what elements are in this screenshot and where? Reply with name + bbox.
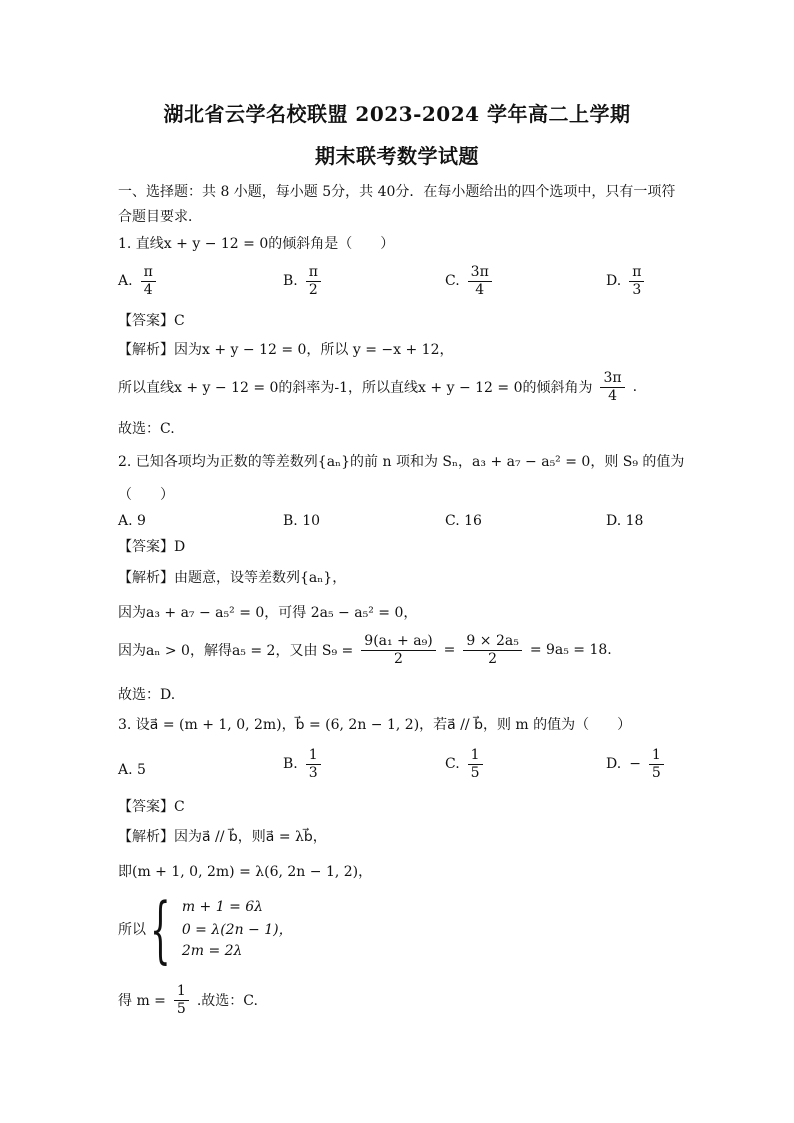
q3-answer: 【答案】C <box>118 799 185 815</box>
q2-answer: 【答案】D <box>118 539 186 555</box>
q1-option-c <box>445 265 492 297</box>
q2-stem-bracket: （ ） <box>118 487 174 503</box>
q3-option-c-numerator: 1 <box>468 748 483 765</box>
q1-analysis-fraction <box>600 371 624 403</box>
q3-option-d-label: D. <box>606 756 622 773</box>
q3-system-equations <box>182 899 293 959</box>
q2-conclusion: 故选：D. <box>118 687 176 703</box>
q3-option-b-label: B. <box>283 756 298 773</box>
q2-analysis-line-1: 【解析】由题意，设等差数列{aₙ}， <box>118 570 347 586</box>
title-line-1: 湖北省云学名校联盟 2023-2024 学年高二上学期 <box>163 102 631 126</box>
q2-analysis-line-3-post: = 9a₅ = 18. <box>529 642 612 659</box>
q1-option-d-label: D. <box>606 273 622 290</box>
q1-option-b <box>283 265 321 297</box>
left-brace-icon: { <box>150 887 171 971</box>
q3-option-c <box>445 748 483 780</box>
q3-option-b-denominator: 3 <box>308 764 318 781</box>
q2-analysis-fraction-1-denominator: 2 <box>394 650 403 667</box>
q2-analysis-fraction-2-numerator: 9 × 2a₅ <box>463 634 521 651</box>
q3-option-c-denominator: 5 <box>470 764 480 781</box>
q1-analysis-line-1: 【解析】因为x + y − 12 = 0，所以 y = −x + 12， <box>118 342 454 358</box>
section-instructions-line-2: 合题目要求． <box>118 209 202 225</box>
q1-analysis-numerator: 3π <box>600 371 624 388</box>
q3-result-denominator: 5 <box>176 1000 186 1017</box>
q3-result-fraction <box>174 984 189 1016</box>
q1-option-c-fraction <box>468 265 492 297</box>
q3-option-d-numerator: 1 <box>649 748 664 765</box>
q1-option-a <box>118 265 156 297</box>
q1-analysis-denominator: 4 <box>608 387 617 404</box>
q3-option-b <box>283 748 321 780</box>
q1-analysis-line-2 <box>118 371 637 403</box>
q3-system-equation-2: 0 = λ(2n − 1)， <box>181 922 293 938</box>
q1-option-c-numerator: 3π <box>468 265 492 282</box>
q3-analysis-line-2: 即(m + 1, 0, 2m) = λ(6, 2n − 1, 2)， <box>118 864 373 880</box>
q1-option-d-denominator: 3 <box>632 281 642 298</box>
title-line-2: 期末联考数学试题 <box>315 144 479 168</box>
q1-option-d-numerator: π <box>629 265 644 282</box>
q3-result <box>118 984 258 1016</box>
q3-option-c-label: C. <box>445 756 460 773</box>
q2-analysis-fraction-2-denominator: 2 <box>488 650 498 667</box>
q3-analysis-line-1: 【解析】因为a⃗ // b⃗，则a⃗ = λb⃗， <box>118 829 327 845</box>
q2-analysis-fraction-1 <box>361 634 435 666</box>
q1-analysis-line-2-end: . <box>632 379 638 396</box>
q1-option-a-denominator: 4 <box>143 281 153 298</box>
q3-result-pre: 得 m = <box>118 993 166 1010</box>
q3-option-b-numerator: 1 <box>306 748 321 765</box>
q1-option-b-fraction <box>306 265 321 297</box>
q1-answer: 【答案】C <box>118 313 185 329</box>
q2-analysis-line-2: 因为a₃ + a₇ − a₅² = 0，可得 2a₅ − a₅² = 0， <box>118 605 418 621</box>
q3-system-equation-3: 2m = 2λ <box>181 943 243 959</box>
q3-option-d <box>606 748 664 780</box>
q1-conclusion: 故选：C. <box>118 421 175 437</box>
q2-option-a: A. 9 <box>118 513 146 529</box>
q3-system-equation-1: m + 1 = 6λ <box>181 899 264 915</box>
q3-option-b-fraction <box>306 748 321 780</box>
q1-option-d-fraction <box>629 265 644 297</box>
q3-result-numerator: 1 <box>174 984 189 1001</box>
q3-option-d-fraction <box>649 748 664 780</box>
q1-option-d <box>606 265 644 297</box>
q1-option-c-label: C. <box>445 273 460 290</box>
q1-option-b-label: B. <box>283 273 298 290</box>
q3-stem: 3. 设a⃗ = (m + 1, 0, 2m)，b⃗ = (6, 2n − 1, 2)，若a⃗ // b⃗，则 m 的值为（ ） <box>118 717 632 733</box>
q1-analysis-line-2-text: 所以直线x + y − 12 = 0的斜率为-1，所以直线x + y − 12 = 0的倾斜角为 <box>118 380 593 397</box>
q1-stem: 1. 直线x + y − 12 = 0的倾斜角是（ ） <box>118 236 395 252</box>
q1-option-b-numerator: π <box>306 265 321 282</box>
section-instructions-line-1: 一、选择题：共 8 小题，每小题 5分，共 40分．在每小题给出的四个选项中，只有一项符 <box>118 184 676 200</box>
q2-stem: 2. 已知各项均为正数的等差数列{aₙ}的前 n 项和为 Sₙ，a₃ + a₇ − a₅² = 0，则 S₉ 的值为 <box>118 454 685 470</box>
q3-option-a: A. 5 <box>118 762 146 778</box>
q2-option-c: C. 16 <box>445 513 482 529</box>
q2-option-d: D. 18 <box>606 513 644 529</box>
q3-system-label: 所以 <box>118 922 146 938</box>
q3-option-d-denominator: 5 <box>651 764 661 781</box>
q1-option-a-label: A. <box>118 273 133 290</box>
q2-analysis-equals: = <box>443 642 456 659</box>
q3-equation-system <box>118 887 293 971</box>
q2-analysis-fraction-1-numerator: 9(a₁ + a₉) <box>361 634 435 651</box>
q2-analysis-line-3 <box>118 634 612 666</box>
q1-option-a-fraction <box>141 265 156 297</box>
q2-analysis-line-3-pre: 因为aₙ > 0，解得a₅ = 2，又由 S₉ = <box>118 643 354 660</box>
q3-option-d-sign: − <box>629 756 641 773</box>
q3-option-c-fraction <box>468 748 483 780</box>
q2-option-b: B. 10 <box>283 513 321 529</box>
q1-option-c-denominator: 4 <box>475 281 485 298</box>
q2-analysis-fraction-2 <box>463 634 521 666</box>
q3-result-post: .故选：C. <box>196 993 258 1010</box>
q1-option-b-denominator: 2 <box>308 281 318 298</box>
q1-option-a-numerator: π <box>141 265 156 282</box>
